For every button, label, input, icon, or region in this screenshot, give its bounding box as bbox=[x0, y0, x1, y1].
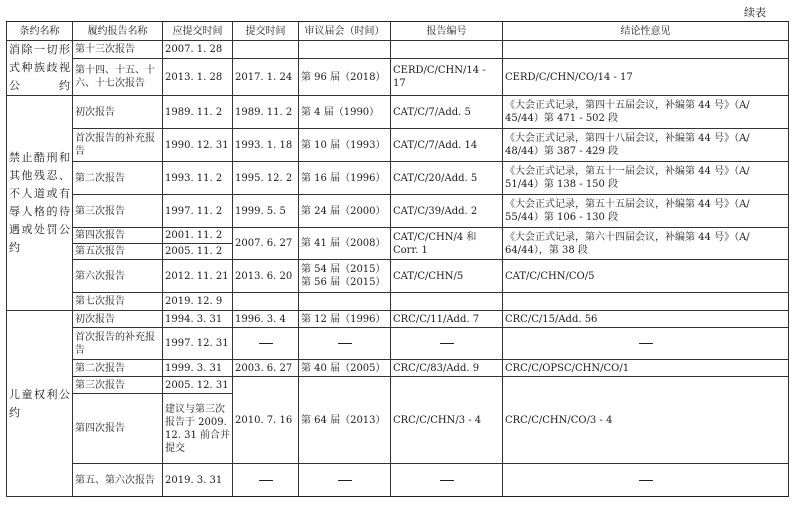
submitted-cell: 2007. 6. 27 bbox=[233, 228, 299, 260]
due-cell: 2019. 3. 31 bbox=[163, 464, 233, 497]
session-cell: 第 10 届（1993） bbox=[299, 129, 391, 162]
due-cell: 2005. 12. 31 bbox=[163, 377, 233, 394]
conclusion-cell: CRC/C/15/Add. 56 bbox=[503, 311, 789, 328]
table-row bbox=[7, 162, 789, 195]
report-cell: 第二次报告 bbox=[73, 360, 163, 377]
submitted-cell bbox=[233, 328, 299, 360]
table-row bbox=[7, 293, 789, 311]
report-cell: 首次报告的补充报告 bbox=[73, 328, 163, 360]
conclusion-cell bbox=[503, 293, 789, 311]
code-cell: CRC/C/CHN/3 - 4 bbox=[391, 377, 503, 464]
conclusion-cell: 《大会正式记录，第六十四届会议，补编第 44 号》（A/ 64/44），第 38 段 bbox=[503, 228, 789, 260]
submitted-cell bbox=[233, 293, 299, 311]
code-cell bbox=[391, 328, 503, 360]
conclusion-cell: CRC/C/OPSC/CHN/CO/1 bbox=[503, 360, 789, 377]
submitted-cell: 1995. 12. 2 bbox=[233, 162, 299, 195]
session-cell bbox=[299, 328, 391, 360]
header-session: 审议届会（时间） bbox=[299, 22, 391, 41]
session-cell: 第 4 届（1990） bbox=[299, 96, 391, 129]
dash-mark bbox=[639, 343, 653, 344]
session-cell bbox=[299, 41, 391, 59]
due-cell: 2013. 1. 28 bbox=[163, 59, 233, 96]
header-convention: 条约名称 bbox=[7, 22, 73, 41]
submitted-cell: 2013. 6. 20 bbox=[233, 260, 299, 293]
table-row bbox=[7, 311, 789, 328]
conclusion-cell bbox=[503, 464, 789, 497]
due-cell: 1997. 12. 31 bbox=[163, 328, 233, 360]
submitted-cell: 2010. 7. 16 bbox=[233, 377, 299, 464]
dash-mark bbox=[338, 343, 352, 344]
submitted-cell: 2017. 1. 24 bbox=[233, 59, 299, 96]
treaty-report-table bbox=[6, 21, 789, 497]
due-cell: 2007. 1. 28 bbox=[163, 41, 233, 59]
code-cell: CAT/C/CHN/5 bbox=[391, 260, 503, 293]
submitted-cell bbox=[233, 41, 299, 59]
due-cell: 1990. 12. 31 bbox=[163, 129, 233, 162]
table-row bbox=[7, 129, 789, 162]
due-cell: 建议与第三次报告于 2009. 12. 31 前合并提交 bbox=[163, 394, 233, 464]
session-cell: 第 41 届（2008） bbox=[299, 228, 391, 260]
header-due: 应提交时间 bbox=[163, 22, 233, 41]
report-cell: 第三次报告 bbox=[73, 195, 163, 228]
due-cell: 1999. 3. 31 bbox=[163, 360, 233, 377]
conclusion-cell: 《大会正式记录，第五十五届会议，补编第 44 号》（A/ 55/44）第 106 - 130 段 bbox=[503, 195, 789, 228]
header-row bbox=[7, 22, 789, 41]
session-cell bbox=[299, 293, 391, 311]
submitted-cell: 1999. 5. 5 bbox=[233, 195, 299, 228]
code-cell: CAT/C/39/Add. 2 bbox=[391, 195, 503, 228]
conclusion-cell: 《大会正式记录，第四十八届会议，补编第 44 号》（A/ 48/44）第 387 - 429 段 bbox=[503, 129, 789, 162]
session-cell: 第 40 届（2005） bbox=[299, 360, 391, 377]
conclusion-cell: 《大会正式记录，第四十五届会议，补编第 44 号》（A/ 45/44）第 471 - 502 段 bbox=[503, 96, 789, 129]
table-row bbox=[7, 41, 789, 59]
report-cell: 第十三次报告 bbox=[73, 41, 163, 59]
table-row bbox=[7, 328, 789, 360]
table-row bbox=[7, 96, 789, 129]
conclusion-cell: CERD/C/CHN/CO/14 - 17 bbox=[503, 59, 789, 96]
code-cell bbox=[391, 41, 503, 59]
code-cell: CRC/C/11/Add. 7 bbox=[391, 311, 503, 328]
code-cell bbox=[391, 293, 503, 311]
code-cell: CAT/C/7/Add. 14 bbox=[391, 129, 503, 162]
report-cell: 第二次报告 bbox=[73, 162, 163, 195]
due-cell: 1994. 3. 31 bbox=[163, 311, 233, 328]
continued-label: 续表 bbox=[744, 6, 766, 19]
due-cell: 2005. 11. 2 bbox=[163, 244, 233, 260]
code-cell bbox=[391, 464, 503, 497]
header-code: 报告编号 bbox=[391, 22, 503, 41]
due-cell: 2019. 12. 9 bbox=[163, 293, 233, 311]
convention-cell: 消除一切形式种族歧视公约 bbox=[7, 41, 73, 96]
dash-mark bbox=[440, 343, 454, 344]
code-cell: CRC/C/83/Add. 9 bbox=[391, 360, 503, 377]
conclusion-cell: CAT/C/CHN/CO/5 bbox=[503, 260, 789, 293]
session-cell: 第 64 届（2013） bbox=[299, 377, 391, 464]
table-row bbox=[7, 59, 789, 96]
due-cell: 1993. 11. 2 bbox=[163, 162, 233, 195]
dash-mark bbox=[259, 343, 273, 344]
header-report: 履约报告名称 bbox=[73, 22, 163, 41]
report-cell: 初次报告 bbox=[73, 311, 163, 328]
conclusion-cell bbox=[503, 41, 789, 59]
session-cell: 第 24 届（2000） bbox=[299, 195, 391, 228]
conclusion-cell: CRC/C/CHN/CO/3 - 4 bbox=[503, 377, 789, 464]
report-cell: 第七次报告 bbox=[73, 293, 163, 311]
session-cell bbox=[299, 464, 391, 497]
session-cell: 第 54 届（2015） 第 56 届（2015） bbox=[299, 260, 391, 293]
code-cell: CAT/C/20/Add. 5 bbox=[391, 162, 503, 195]
report-cell: 第六次报告 bbox=[73, 260, 163, 293]
table-row bbox=[7, 228, 789, 244]
code-cell: CAT/C/CHN/4 和 Corr. 1 bbox=[391, 228, 503, 260]
table-row bbox=[7, 360, 789, 377]
report-cell: 首次报告的补充报告 bbox=[73, 129, 163, 162]
due-cell: 2012. 11. 21 bbox=[163, 260, 233, 293]
report-cell: 第五、第六次报告 bbox=[73, 464, 163, 497]
dash-mark bbox=[639, 480, 653, 481]
report-cell: 初次报告 bbox=[73, 96, 163, 129]
convention-cell: 儿童权利公约 bbox=[7, 311, 73, 497]
report-cell: 第三次报告 bbox=[73, 377, 163, 394]
dash-mark bbox=[259, 480, 273, 481]
table-row bbox=[7, 464, 789, 497]
code-cell: CERD/C/CHN/14 - 17 bbox=[391, 59, 503, 96]
table-row bbox=[7, 377, 789, 394]
conclusion-cell: 《大会正式记录，第五十一届会议，补编第 44 号》（A/ 51/44）第 138 - 150 段 bbox=[503, 162, 789, 195]
report-cell: 第五次报告 bbox=[73, 244, 163, 260]
due-cell: 1989. 11. 2 bbox=[163, 96, 233, 129]
session-cell: 第 12 届（1996） bbox=[299, 311, 391, 328]
conclusion-cell bbox=[503, 328, 789, 360]
submitted-cell: 1993. 1. 18 bbox=[233, 129, 299, 162]
table-row bbox=[7, 260, 789, 293]
report-cell: 第四次报告 bbox=[73, 394, 163, 464]
dash-mark bbox=[338, 480, 352, 481]
convention-cell: 禁止酷刑和其他残忍、不人道或有辱人格的待遇或处罚公约 bbox=[7, 96, 73, 311]
due-cell: 1997. 11. 2 bbox=[163, 195, 233, 228]
header-submitted: 提交时间 bbox=[233, 22, 299, 41]
submitted-cell bbox=[233, 464, 299, 497]
report-cell: 第十四、十五、十六、十七次报告 bbox=[73, 59, 163, 96]
submitted-cell: 2003. 6. 27 bbox=[233, 360, 299, 377]
table-row bbox=[7, 195, 789, 228]
submitted-cell: 1989. 11. 2 bbox=[233, 96, 299, 129]
submitted-cell: 1996. 3. 4 bbox=[233, 311, 299, 328]
due-cell: 2001. 11. 2 bbox=[163, 228, 233, 244]
session-cell: 第 96 届（2018） bbox=[299, 59, 391, 96]
dash-mark bbox=[440, 480, 454, 481]
code-cell: CAT/C/7/Add. 5 bbox=[391, 96, 503, 129]
session-cell: 第 16 届（1996） bbox=[299, 162, 391, 195]
report-cell: 第四次报告 bbox=[73, 228, 163, 244]
header-conclusion: 结论性意见 bbox=[503, 22, 789, 41]
